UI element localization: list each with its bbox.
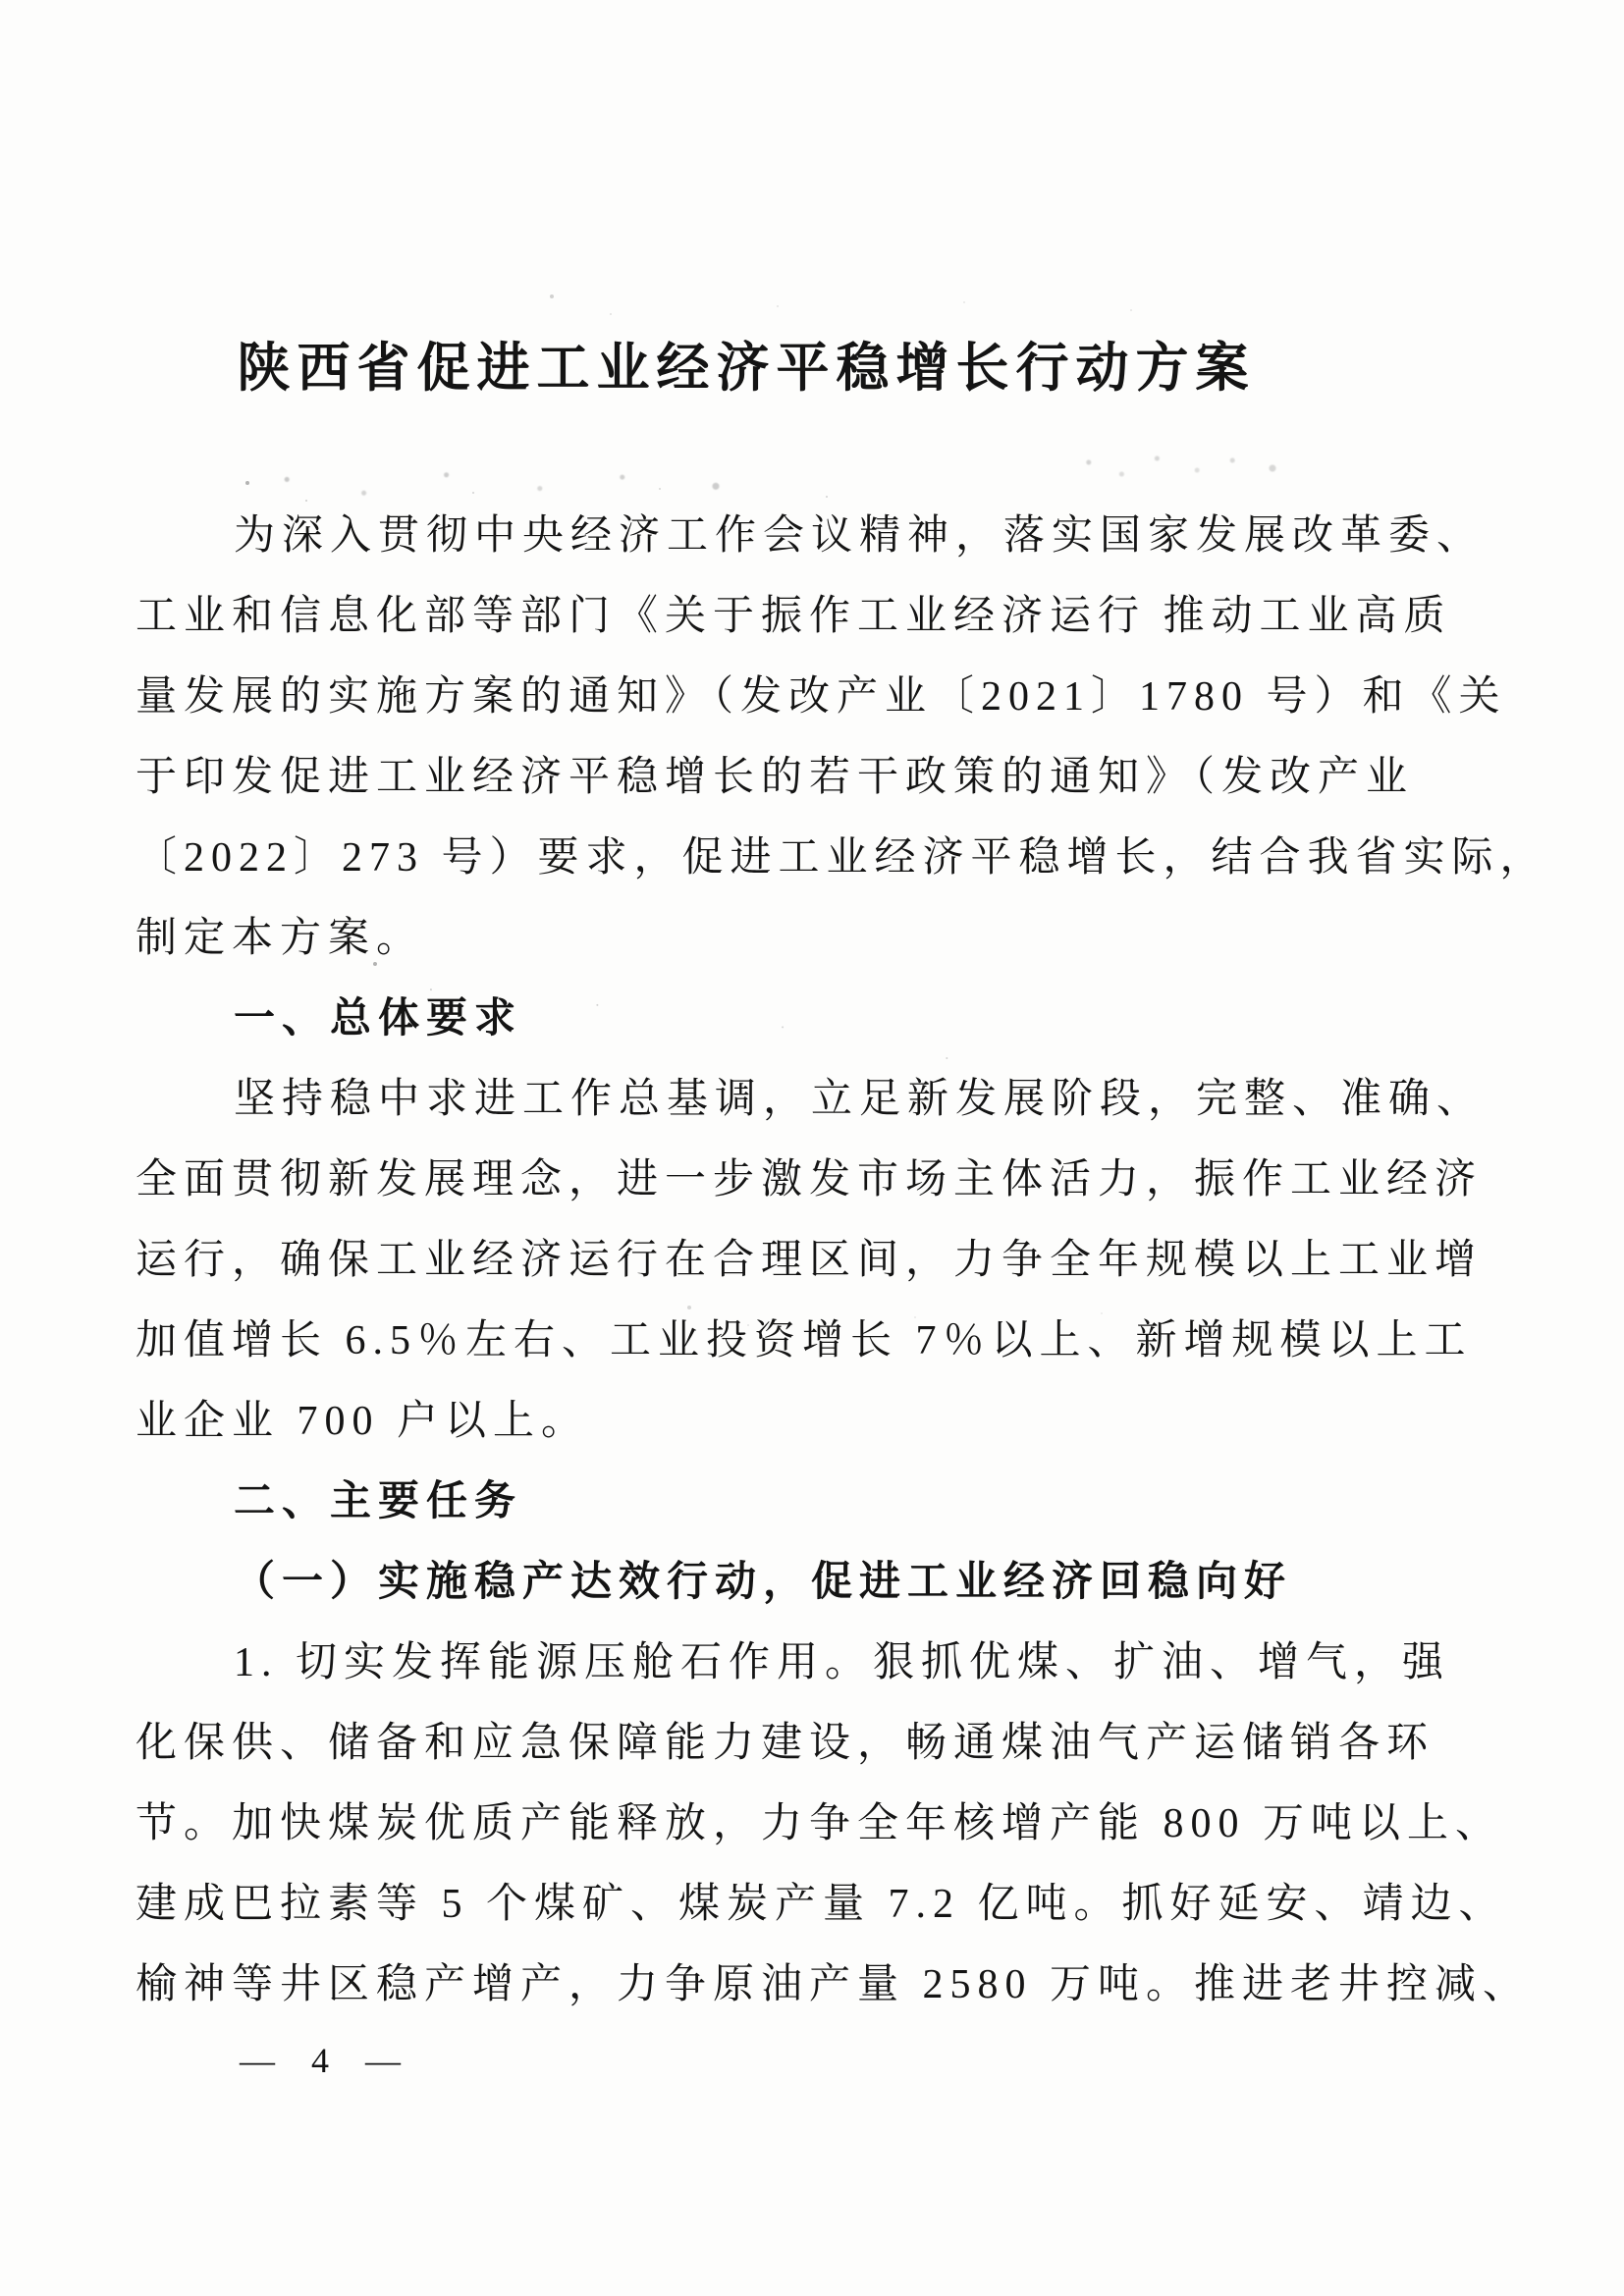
paragraph-line: 运行，确保工业经济运行在合理区间，力争全年规模以上工业增	[135, 1238, 1484, 1283]
scan-artifact	[245, 481, 249, 485]
paragraph-line: 业企业 700 户以上。	[135, 1399, 590, 1444]
paragraph-line: 建成巴拉素等 5 个煤矿、煤炭产量 7.2 亿吨。抓好延安、靖边、	[135, 1882, 1507, 1927]
paragraph-line: 制定本方案。	[135, 916, 425, 961]
paragraph-line: 量发展的实施方案的通知》（发改产业〔2021〕1780 号）和《关	[135, 674, 1507, 720]
paragraph-line: 加值增长 6.5％左右、工业投资增长 7％以上、新增规模以上工	[135, 1318, 1473, 1363]
subsection-heading: （一）实施稳产达效行动，促进工业经济回稳向好	[234, 1560, 1293, 1605]
scan-artifact	[550, 294, 554, 298]
paragraph-line: 工业和信息化部等部门《关于振作工业经济运行 推动工业高质	[135, 594, 1452, 639]
paragraph-line: 于印发促进工业经济平稳增长的若干政策的通知》（发改产业	[135, 755, 1415, 800]
section-heading: 二、主要任务	[234, 1479, 523, 1524]
paragraph-line: 榆神等井区稳产增产，力争原油产量 2580 万吨。推进老井控减、	[135, 1962, 1532, 2007]
document-title: 陕西省促进工业经济平稳增长行动方案	[237, 339, 1256, 398]
page-number: — 4 —	[240, 2041, 414, 2080]
paragraph-line: 全面贯彻新发展理念，进一步激发市场主体活力，振作工业经济	[135, 1157, 1484, 1202]
section-heading: 一、总体要求	[234, 996, 523, 1041]
paragraph-line: 1. 切实发挥能源压舱石作用。狠抓优煤、扩油、增气，强	[234, 1640, 1451, 1685]
document-body	[135, 496, 1548, 2025]
paragraph-line: 〔2022〕273 号）要求，促进工业经济平稳增长，结合我省实际，	[135, 835, 1548, 881]
scan-artifact	[1060, 447, 1296, 486]
paragraph-line: 节。加快煤炭优质产能释放，力争全年核增产能 800 万吨以上、	[135, 1801, 1504, 1846]
paragraph-line: 坚持稳中求进工作总基调，立足新发展阶段，完整、准确、	[234, 1077, 1486, 1122]
paragraph-line: 为深入贯彻中央经济工作会议精神，落实国家发展改革委、	[234, 513, 1486, 559]
paragraph-line: 化保供、储备和应急保障能力建设，畅通煤油气产运储销各环	[135, 1721, 1435, 1766]
